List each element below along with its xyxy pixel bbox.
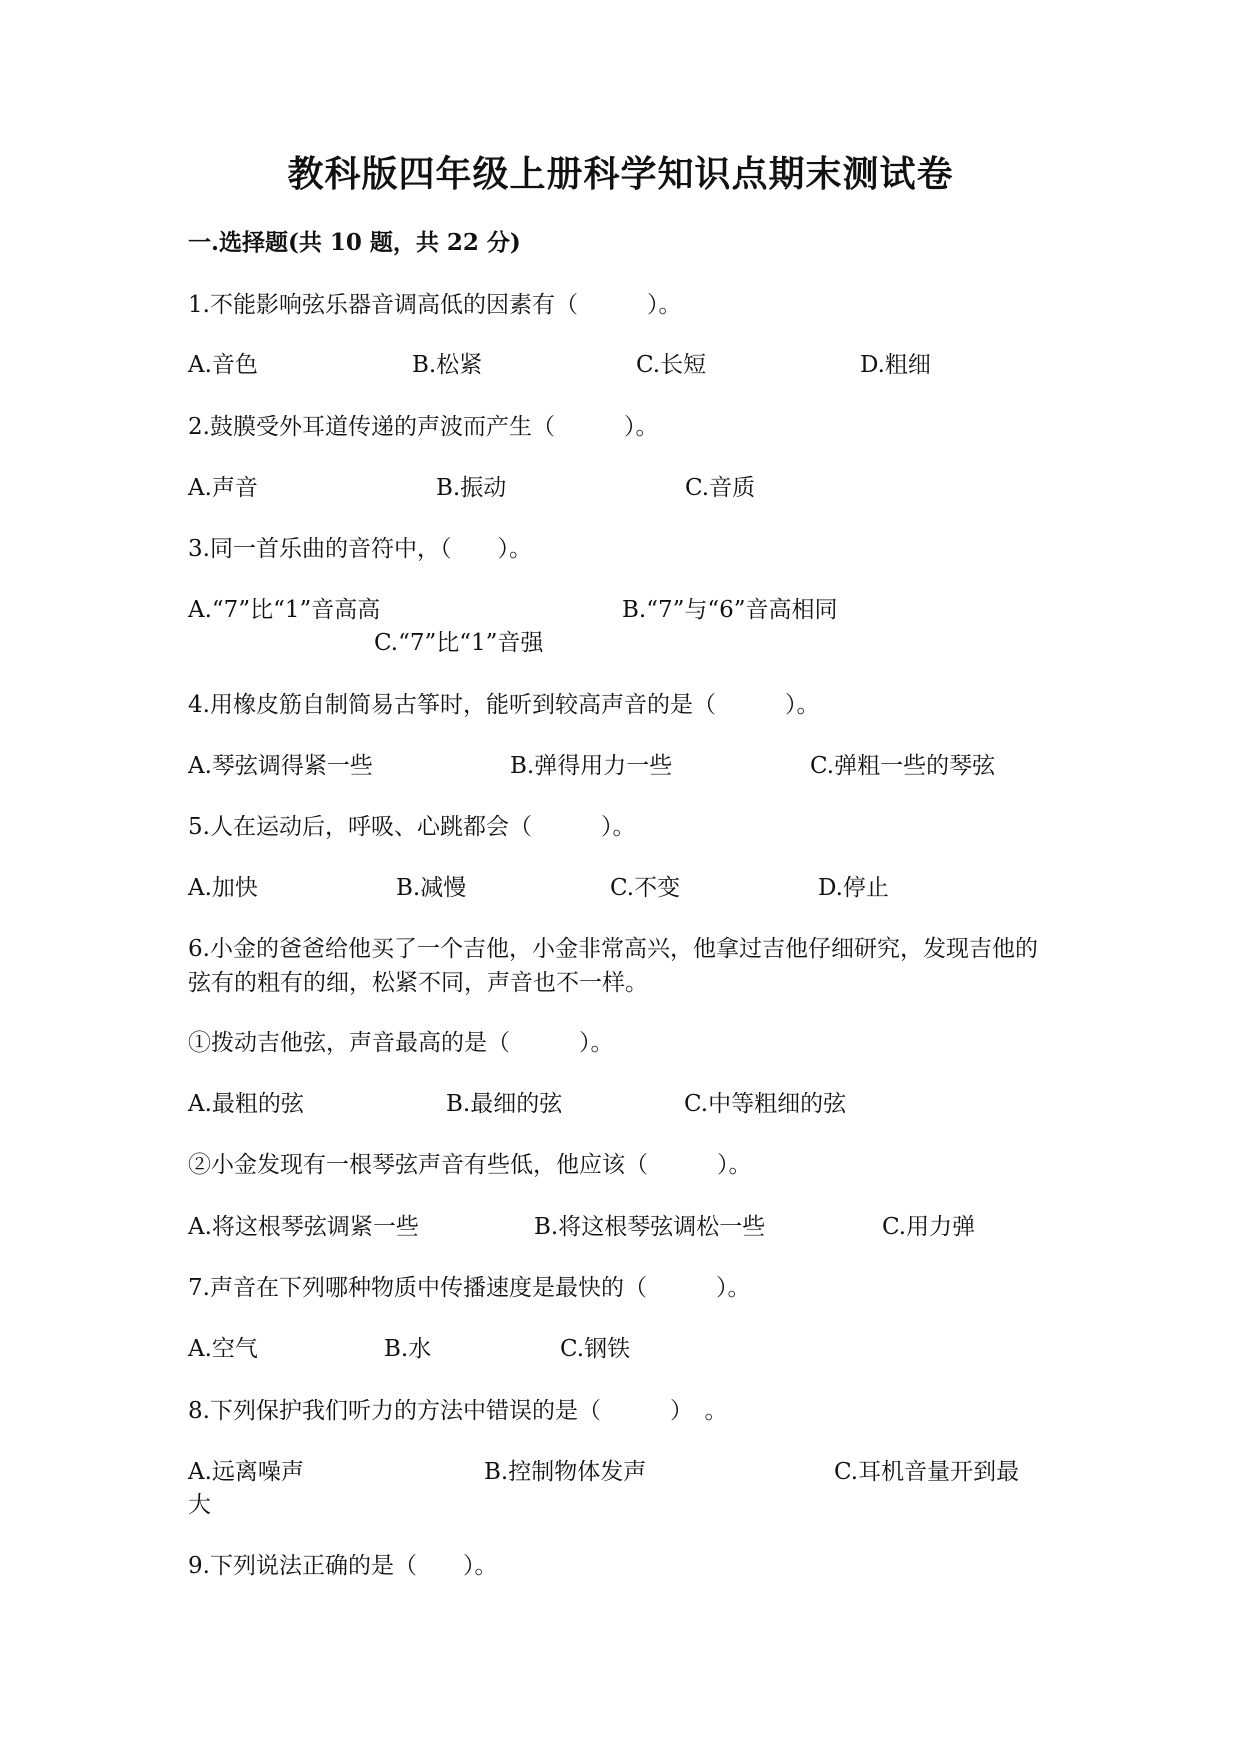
q6-2-option-b: B.将这根琴弦调松一些	[534, 1214, 766, 1240]
q1-option-b: B.松紧	[412, 352, 483, 378]
q4-option-b: B.弹得用力一些	[510, 753, 673, 779]
q5-option-d: D.停止	[818, 875, 889, 901]
q8-option-c: C.耳机音量开到最	[834, 1459, 1020, 1485]
q2-option-b: B.振动	[436, 475, 507, 501]
question-2: 2.鼓膜受外耳道传递的声波而产生（ ）。	[188, 414, 659, 440]
q6-1-option-b: B.最细的弦	[446, 1091, 563, 1117]
question-9: 9.下列说法正确的是（ ）。	[188, 1553, 498, 1579]
question-4: 4.用橡皮筋自制简易古筝时，能听到较高声音的是（ ）。	[188, 692, 820, 718]
question-6: 6.小金的爸爸给他买了一个吉他，小金非常高兴，他拿过吉他仔细研究，发现吉他的弦有的粗有的细，松紧不同，声音也不一样。	[188, 936, 1038, 996]
q5-option-a: A.加快	[188, 875, 258, 901]
page-title: 教科版四年级上册科学知识点期末测试卷	[287, 153, 954, 195]
q7-option-a: A.空气	[188, 1336, 258, 1362]
q3-option-c: C.“7”比“1”音强	[374, 630, 544, 656]
q1-option-d: D.粗细	[860, 352, 931, 378]
q8-option-a: A.远离噪声	[188, 1459, 304, 1485]
q8-option-c-wrap: 大	[188, 1492, 211, 1518]
question-8: 8.下列保护我们听力的方法中错误的是（ ） 。	[188, 1398, 728, 1424]
q3-option-b: B.“7”与“6”音高相同	[622, 597, 838, 623]
q2-option-a: A.声音	[188, 475, 258, 501]
question-6-sub-1: ①拨动吉他弦，声音最高的是（ ）。	[188, 1030, 614, 1056]
question-3: 3.同一首乐曲的音符中，（ ）。	[188, 536, 532, 562]
q4-option-a: A.琴弦调得紧一些	[188, 753, 373, 779]
q6-1-option-c: C.中等粗细的弦	[684, 1091, 847, 1117]
q7-option-c: C.钢铁	[560, 1336, 631, 1362]
q8-option-b: B.控制物体发声	[484, 1459, 647, 1485]
q7-option-b: B.水	[384, 1336, 432, 1362]
q1-option-c: C.长短	[636, 352, 707, 378]
question-6-sub-2: ②小金发现有一根琴弦声音有些低，他应该（ ）。	[188, 1152, 752, 1178]
section-heading: 一.选择题(共 10 题，共 22 分)	[188, 229, 521, 256]
q1-option-a: A.音色	[188, 352, 258, 378]
q2-option-c: C.音质	[685, 475, 756, 501]
q4-option-c: C.弹粗一些的琴弦	[810, 753, 996, 779]
question-1: 1.不能影响弦乐器音调高低的因素有（ ）。	[188, 292, 682, 318]
q3-option-a: A.“7”比“1”音高高	[188, 597, 381, 623]
q6-2-option-a: A.将这根琴弦调紧一些	[188, 1214, 419, 1240]
q5-option-b: B.减慢	[396, 875, 467, 901]
q6-1-option-a: A.最粗的弦	[188, 1091, 304, 1117]
q6-2-option-c: C.用力弹	[882, 1214, 976, 1240]
q5-option-c: C.不变	[610, 875, 681, 901]
question-7: 7.声音在下列哪种物质中传播速度是最快的（ ）。	[188, 1275, 751, 1301]
question-5: 5.人在运动后，呼吸、心跳都会（ ）。	[188, 814, 636, 840]
